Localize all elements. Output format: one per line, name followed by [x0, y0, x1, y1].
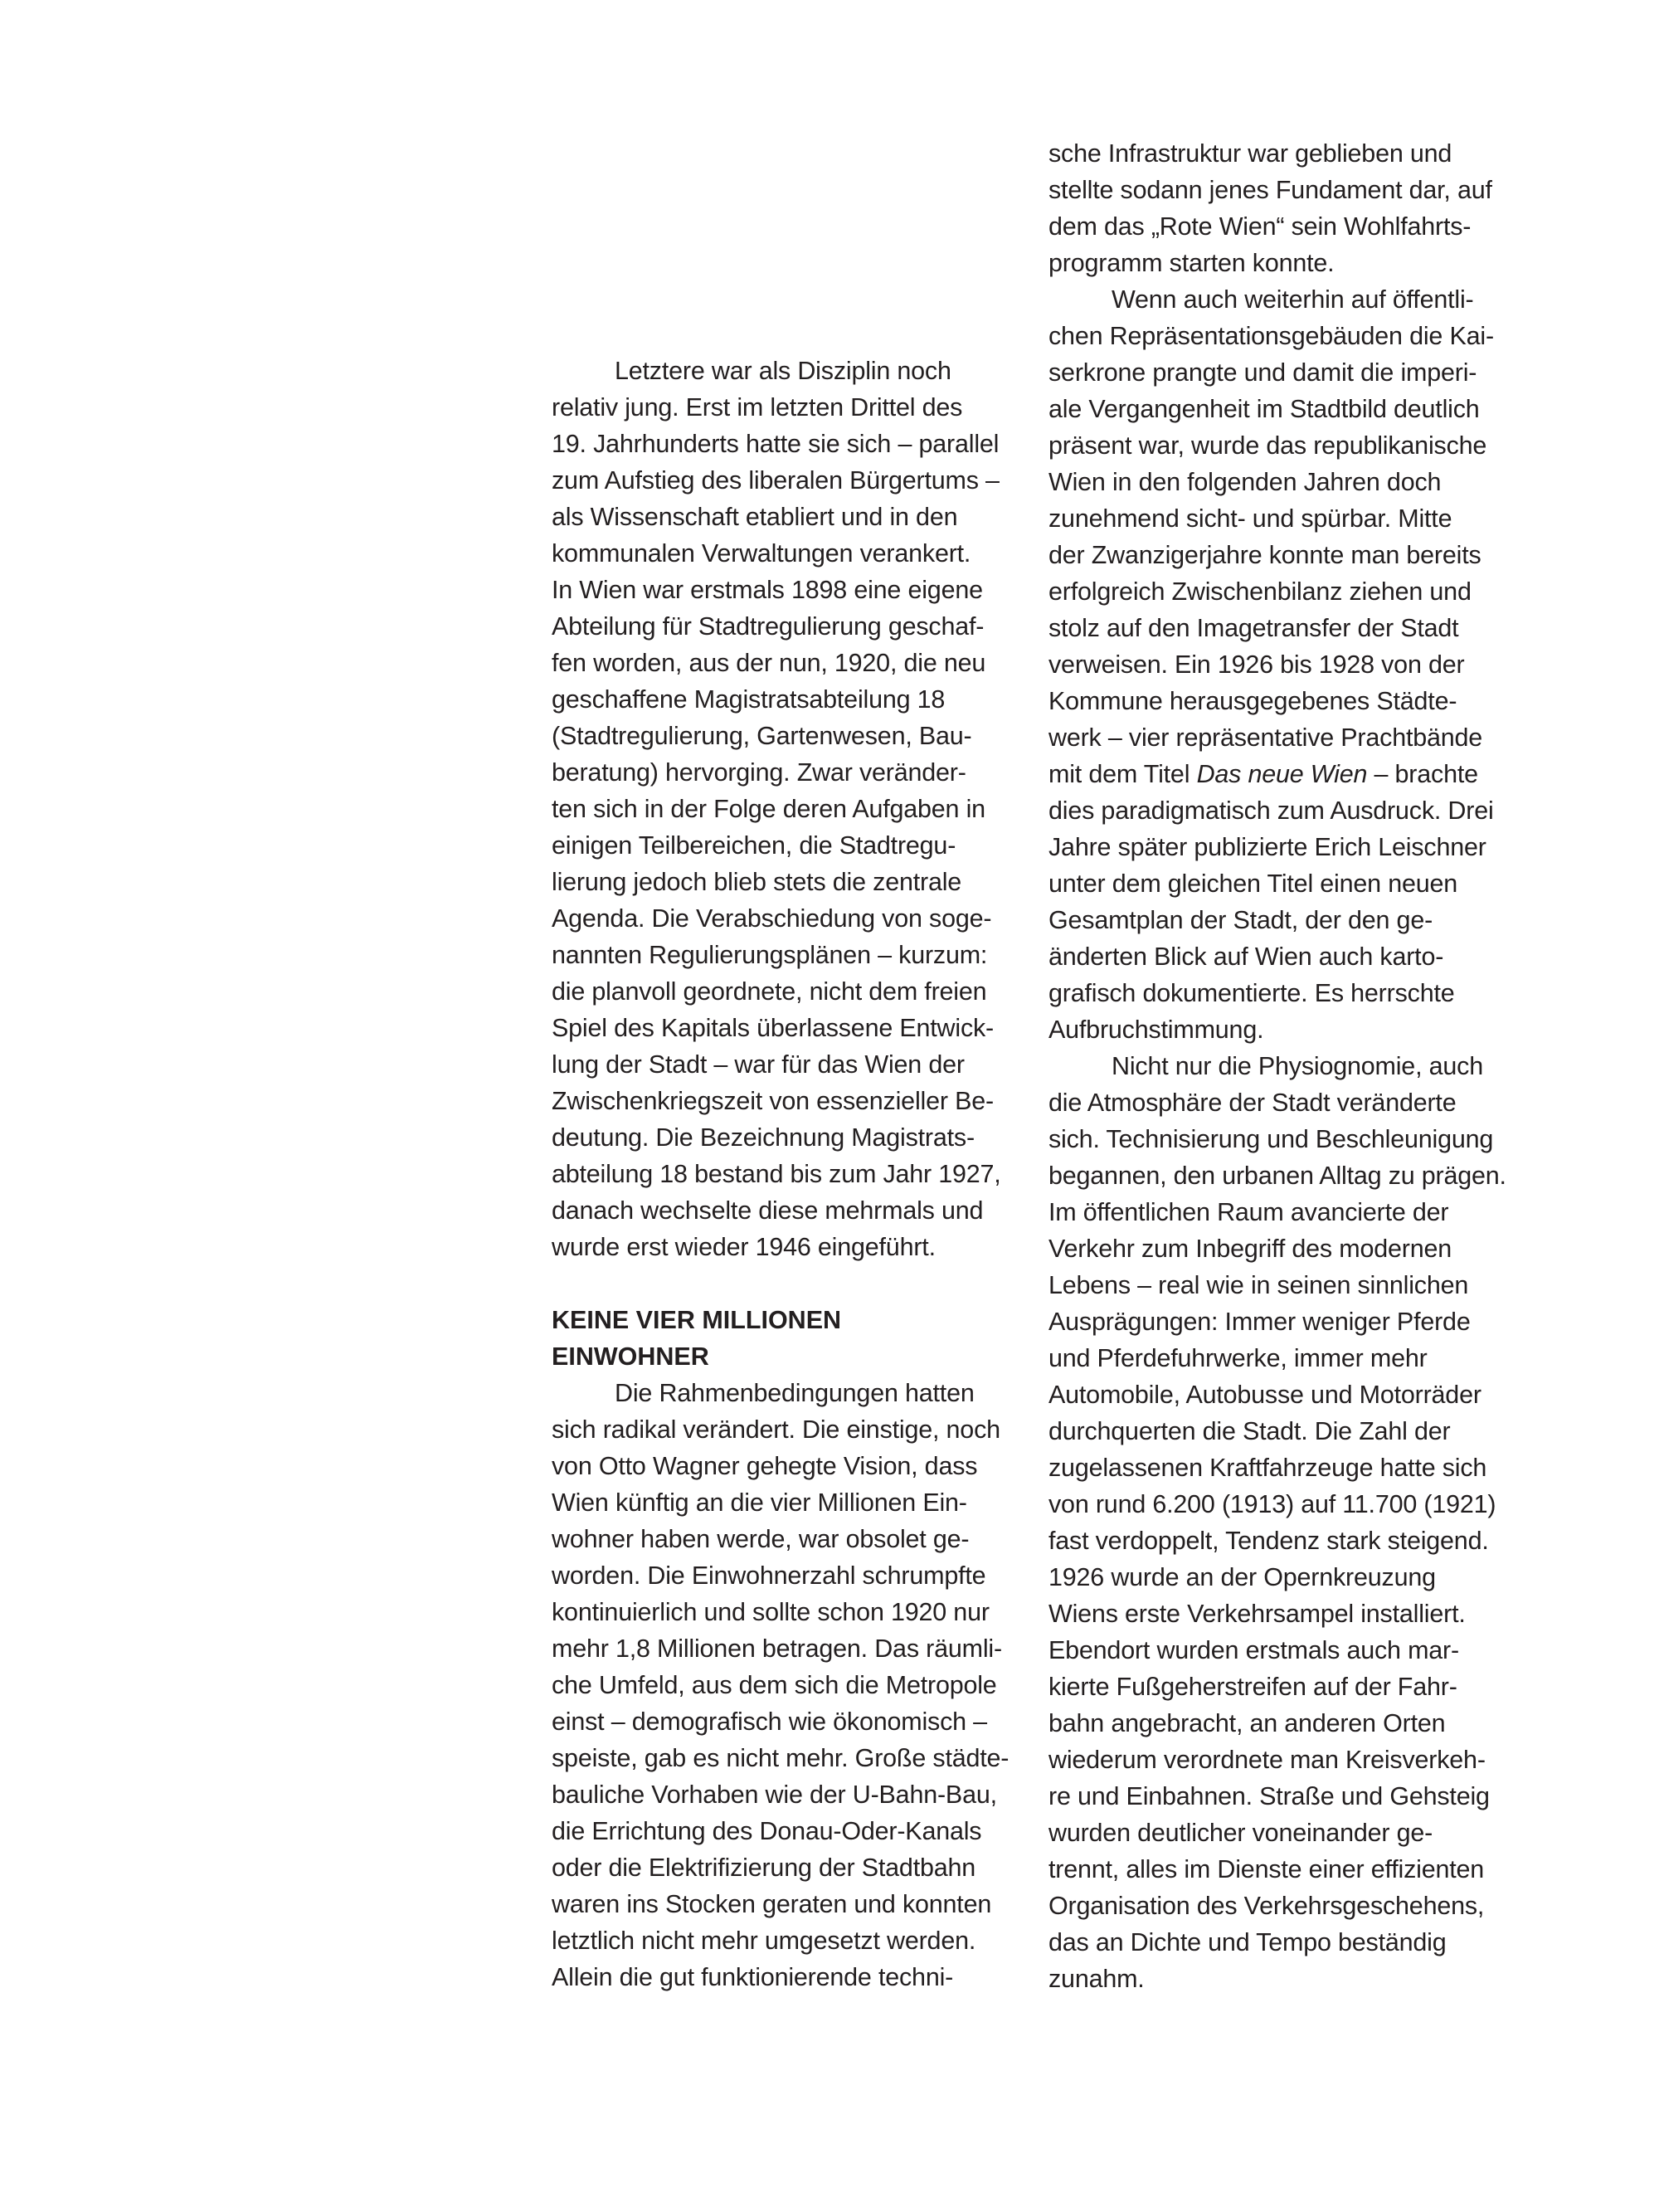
text-run: mit dem Titel [1048, 760, 1197, 788]
right-text-column [1048, 135, 1530, 1997]
paragraph [552, 353, 1033, 1265]
paragraph-gap [552, 1265, 1033, 1302]
text-line: zunehmend sicht- und spürbar. Mitte [1048, 504, 1452, 533]
text-line: oder die Elektrifizierung der Stadtbahn [552, 1854, 976, 1882]
text-line: die Errichtung des Donau-Oder-Kanals [552, 1817, 982, 1845]
paragraph [1048, 1048, 1530, 1997]
text-line: lung der Stadt – war für das Wien der [552, 1050, 965, 1079]
text-line: deutung. Die Bezeichnung Magistrats- [552, 1123, 975, 1152]
text-line: ten sich in der Folge deren Aufgaben in [552, 795, 985, 823]
text-line: Nicht nur die Physiognomie, auch [1112, 1052, 1483, 1080]
text-line: re und Einbahnen. Straße und Gehsteig [1048, 1782, 1490, 1810]
text-line: verweisen. Ein 1926 bis 1928 von der [1048, 650, 1465, 679]
text-line: serkrone prangte und damit die imperi- [1048, 358, 1477, 387]
text-line: Abteilung für Stadtregulierung geschaf- [552, 612, 985, 641]
text-line: danach wechselte diese mehrmals und [552, 1196, 984, 1225]
text-line: speiste, gab es nicht mehr. Große städte- [552, 1744, 1010, 1772]
text-line: ale Vergangenheit im Stadtbild deutlich [1048, 395, 1480, 423]
text-line: 1926 wurde an der Opernkreuzung [1048, 1563, 1436, 1591]
text-line: von Otto Wagner gehegte Vision, dass [552, 1452, 978, 1480]
text-line: zum Aufstieg des liberalen Bürgertums – [552, 466, 1000, 495]
text-line: Verkehr zum Inbegriff des modernen [1048, 1235, 1452, 1263]
text-line: bauliche Vorhaben wie der U-Bahn-Bau, [552, 1781, 997, 1809]
text-line: kierte Fußgeherstreifen auf der Fahr- [1048, 1673, 1457, 1701]
section-heading [552, 1302, 1033, 1375]
text-line: Letztere war als Disziplin noch [615, 357, 951, 385]
text-line: bahn angebracht, an anderen Orten [1048, 1709, 1446, 1737]
text-line: begannen, den urbanen Alltag zu prägen. [1048, 1162, 1506, 1190]
text-line: Spiel des Kapitals überlassene Entwick- [552, 1014, 995, 1042]
text-line: und Pferdefuhrwerke, immer mehr [1048, 1344, 1428, 1372]
left-text-column [552, 353, 1033, 1995]
text-line: nannten Regulierungsplänen – kurzum: [552, 941, 988, 969]
text-line: wurden deutlicher voneinander ge- [1048, 1819, 1433, 1847]
text-line: wiederum verordnete man Kreisverkeh- [1048, 1746, 1486, 1774]
text-line: sche Infrastruktur war geblieben und [1048, 139, 1452, 168]
text-line: geschaffene Magistratsabteilung 18 [552, 685, 946, 714]
heading-line: EINWOHNER [552, 1342, 709, 1371]
text-line: Lebens – real wie in seinen sinnlichen [1048, 1271, 1469, 1299]
text-line: Agenda. Die Verabschiedung von soge- [552, 904, 992, 933]
text-run: – brachte [1367, 760, 1478, 788]
text-line: trennt, alles im Dienste einer effizienten [1048, 1855, 1485, 1883]
text-line: Kommune herausgegebenes Städte- [1048, 687, 1457, 715]
text-line-with-title [1048, 756, 1530, 792]
text-line: 19. Jahrhunderts hatte sie sich – parallel [552, 430, 1000, 458]
text-line: In Wien war erstmals 1898 eine eigene [552, 576, 983, 604]
text-line: (Stadtregulierung, Gartenwesen, Bau- [552, 722, 972, 750]
paragraph [552, 1375, 1033, 1995]
text-line: der Zwanzigerjahre konnte man bereits [1048, 541, 1481, 569]
text-line: wohner haben werde, war obsolet ge- [552, 1525, 970, 1553]
text-line: wurde erst wieder 1946 eingeführt. [552, 1233, 936, 1261]
text-line: Ausprägungen: Immer weniger Pferde [1048, 1308, 1471, 1336]
text-line: präsent war, wurde das republikanische [1048, 431, 1487, 460]
text-line: worden. Die Einwohnerzahl schrumpfte [552, 1562, 986, 1590]
text-line: Wien in den folgenden Jahren doch [1048, 468, 1442, 496]
text-line: Zwischenkriegszeit von essenzieller Be- [552, 1087, 994, 1115]
text-line: dies paradigmatisch zum Ausdruck. Drei [1048, 797, 1494, 825]
text-line: zunahm. [1048, 1965, 1145, 1993]
text-line: relativ jung. Erst im letzten Drittel des [552, 393, 963, 421]
text-line: das an Dichte und Tempo beständig [1048, 1928, 1447, 1956]
text-line: von rund 6.200 (1913) auf 11.700 (1921) [1048, 1490, 1496, 1518]
text-line: als Wissenschaft etabliert und in den [552, 503, 958, 531]
text-line: einigen Teilbereichen, die Stadtregu- [552, 831, 956, 860]
text-line: stellte sodann jenes Fundament dar, auf [1048, 176, 1492, 204]
text-line: grafisch dokumentierte. Es herrschte [1048, 979, 1455, 1007]
text-line: Gesamtplan der Stadt, der den ge- [1048, 906, 1433, 934]
text-line: Allein die gut funktionierende techni- [552, 1963, 954, 1991]
text-line: zugelassenen Kraftfahrzeuge hatte sich [1048, 1454, 1487, 1482]
heading-line: KEINE VIER MILLIONEN [552, 1306, 842, 1334]
text-line: änderten Blick auf Wien auch karto- [1048, 943, 1444, 971]
text-line: Organisation des Verkehrsgeschehens, [1048, 1892, 1485, 1920]
text-line: waren ins Stocken geraten und konnten [552, 1890, 992, 1918]
text-line: durchquerten die Stadt. Die Zahl der [1048, 1417, 1451, 1445]
text-line: die planvoll geordnete, nicht dem freien [552, 977, 987, 1006]
text-line: werk – vier repräsentative Prachtbände [1048, 724, 1483, 752]
text-line: Wiens erste Verkehrsampel installiert. [1048, 1600, 1466, 1628]
book-title: Das neue Wien [1196, 760, 1368, 788]
text-line: chen Repräsentationsgebäuden die Kai- [1048, 322, 1494, 350]
text-line: Ebendort wurden erstmals auch mar- [1048, 1636, 1459, 1664]
text-line: dem das „Rote Wien“ sein Wohlfahrts- [1048, 212, 1472, 241]
text-line: Wien künftig an die vier Millionen Ein- [552, 1488, 967, 1517]
text-line: unter dem gleichen Titel einen neuen [1048, 870, 1458, 898]
text-line: che Umfeld, aus dem sich die Metropole [552, 1671, 997, 1699]
text-line: beratung) hervorging. Zwar veränder- [552, 758, 966, 787]
text-line: einst – demografisch wie ökonomisch – [552, 1708, 987, 1736]
text-line: stolz auf den Imagetransfer der Stadt [1048, 614, 1459, 642]
text-line: kontinuierlich und sollte schon 1920 nur [552, 1598, 990, 1626]
paragraph [1048, 281, 1530, 1048]
text-line: kommunalen Verwaltungen verankert. [552, 539, 971, 568]
text-line: programm starten konnte. [1048, 249, 1335, 277]
text-line: Die Rahmenbedingungen hatten [615, 1379, 975, 1407]
text-line: lierung jedoch blieb stets die zentrale [552, 868, 962, 896]
text-line: erfolgreich Zwischenbilanz ziehen und [1048, 577, 1472, 606]
text-line: Aufbruchstimmung. [1048, 1016, 1264, 1044]
text-line: sich. Technisierung und Beschleunigung [1048, 1125, 1494, 1153]
text-line: die Atmosphäre der Stadt veränderte [1048, 1089, 1457, 1117]
text-line: mehr 1,8 Millionen betragen. Das räumli- [552, 1635, 1002, 1663]
text-line: fast verdoppelt, Tendenz stark steigend. [1048, 1527, 1489, 1555]
paragraph [1048, 135, 1530, 281]
text-line: sich radikal verändert. Die einstige, noch [552, 1415, 1000, 1444]
text-line: Automobile, Autobusse und Motorräder [1048, 1381, 1481, 1409]
text-line: Wenn auch weiterhin auf öffentli- [1112, 285, 1474, 314]
text-line: fen worden, aus der nun, 1920, die neu [552, 649, 986, 677]
text-line: Im öffentlichen Raum avancierte der [1048, 1198, 1449, 1226]
text-line: letztlich nicht mehr umgesetzt werden. [552, 1927, 976, 1955]
text-line: Jahre später publizierte Erich Leischner [1048, 833, 1486, 861]
text-line: abteilung 18 bestand bis zum Jahr 1927, [552, 1160, 1001, 1188]
